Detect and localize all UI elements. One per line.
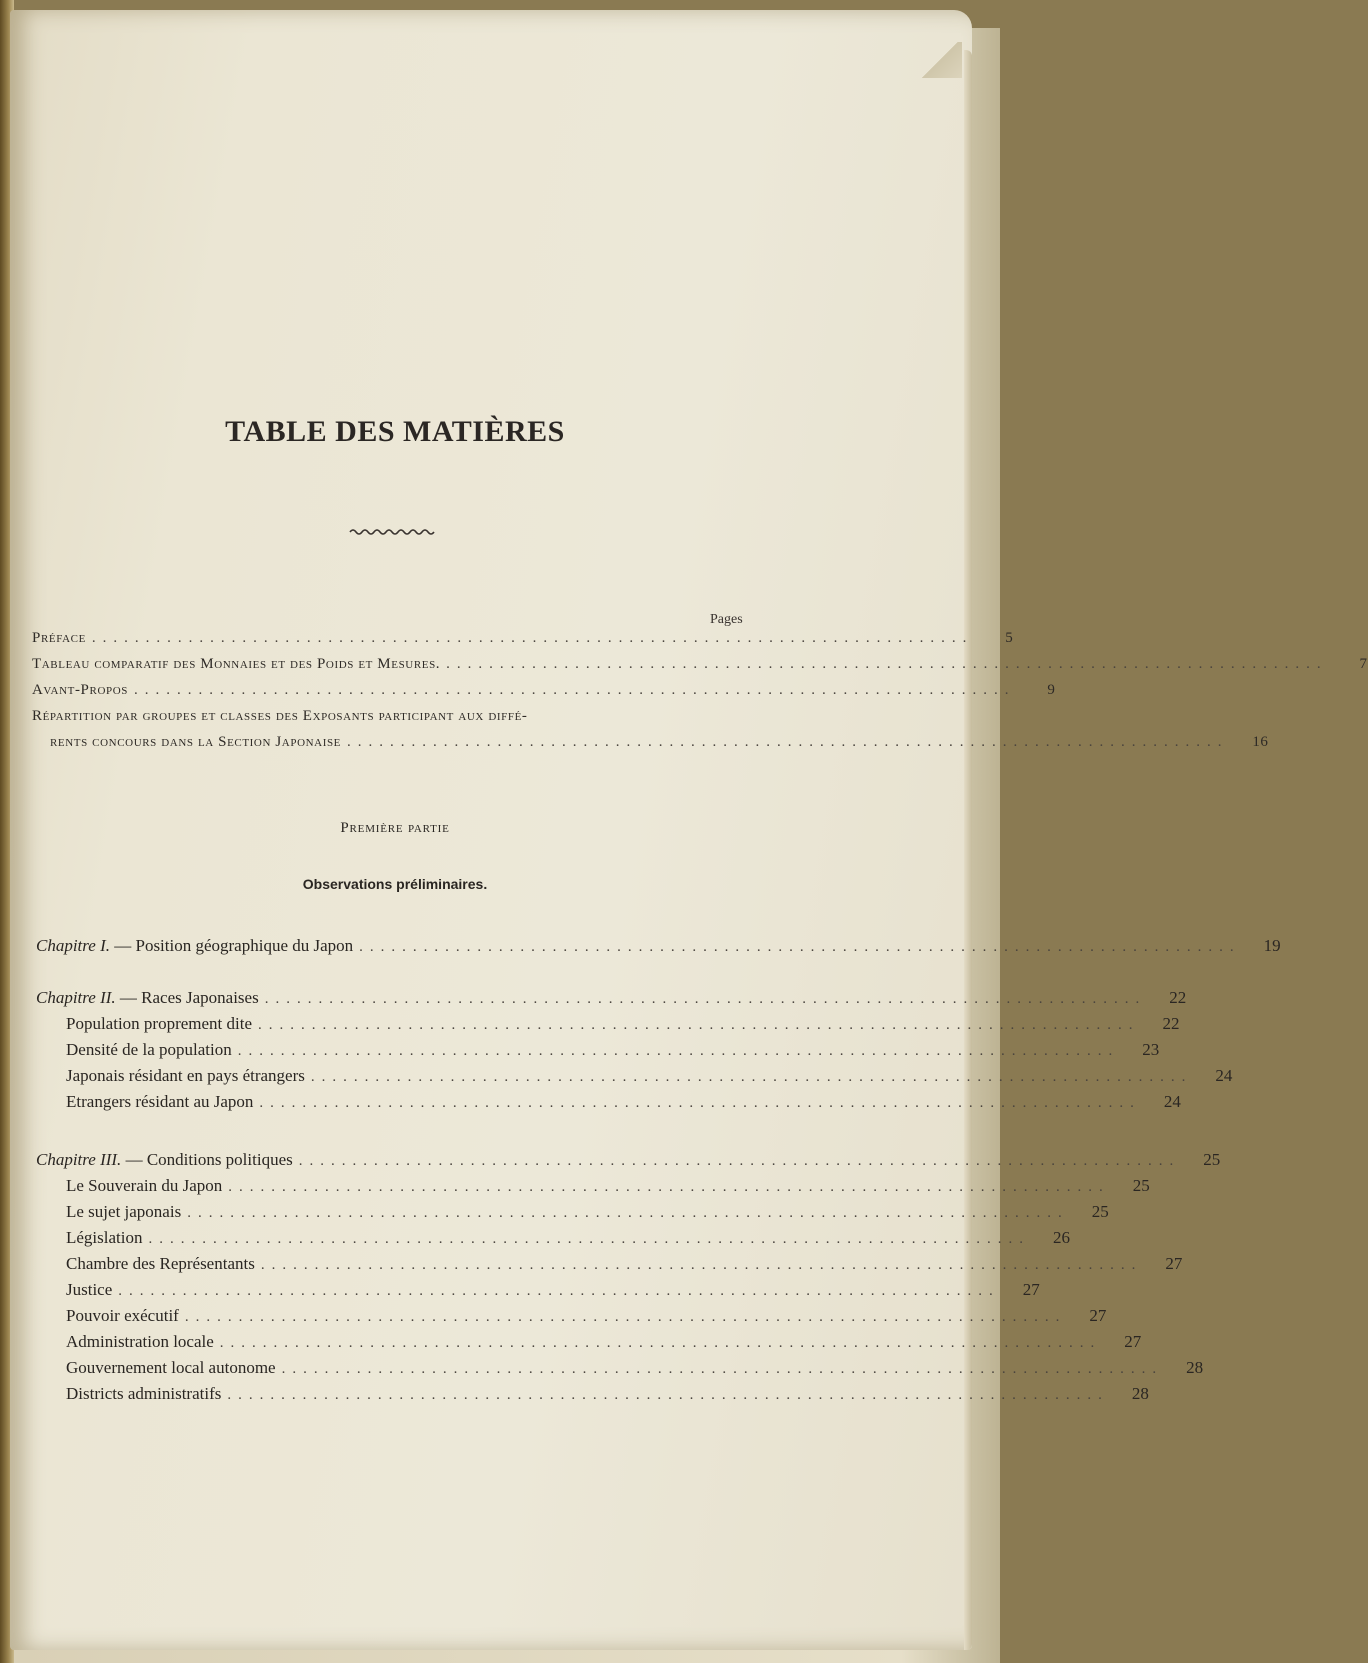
leader-dots: .................................................................................. [228,1179,1110,1195]
leader-dots: .................................................................................. [446,656,1328,672]
leader-dots: .................................................................................. [359,939,1241,955]
leader-dots: .................................................................................. [227,1387,1109,1403]
toc-subentry: Le Souverain du Japon .................................................................................. 25 [66,1176,1150,1195]
toc-entry-preface [32,630,1014,652]
toc-subentry: Le sujet japonais .................................................................................. 25 [66,1202,1109,1221]
chapter-prefix: Chapitre III. [36,1150,122,1169]
toc-entry-repartition-line1 [32,708,760,730]
toc-entry-label: Répartition par groupes et classes des Exposants participant aux diffé- [32,708,528,724]
toc-subentry: Densité de la population .................................................................................. 23 [66,1040,1160,1059]
page-edge [964,50,972,1650]
page-title: TABLE DES MATIÈRES [225,415,565,448]
part-subheading: Observations préliminaires. [302,876,488,892]
subentry-page: 27 [1165,1254,1183,1273]
leader-dots: .................................................................................. [298,1153,1181,1169]
chapter-title: — Position géographique du Japon [114,936,354,955]
leader-dots: .................................................................................. [260,1257,1143,1273]
subentry-page: 23 [1142,1040,1160,1059]
toc-subentry: Gouvernement local autonome .................................................................................. 28 [66,1358,1204,1377]
subentry-page: 27 [1022,1280,1040,1299]
leader-dots: .................................................................................. [187,1205,1069,1221]
leader-dots: .................................................................................. [237,1043,1120,1059]
toc-entry-page: 16 [1252,734,1269,750]
toc-subentry: Population proprement dite .................................................................................. 22 [66,1014,1180,1033]
toc-subentry: Etrangers résidant au Japon .................................................................................. 24 [66,1092,1181,1111]
subentry-page: 25 [1132,1176,1150,1195]
toc-chapter-1 [36,936,1281,958]
title-ornament [350,526,434,536]
leader-dots: .................................................................................. [219,1335,1102,1351]
toc-entry-label: Tableau comparatif des Monnaies et des Poids et Mesures. [32,656,441,672]
toc-entry-avant-propos [32,682,1056,704]
toc-entry-label: rents concours dans la Section Japonaise [50,734,342,750]
chapter-prefix: Chapitre II. [36,988,116,1007]
toc-entry-page: 5 [1005,630,1014,646]
chapter-page: 25 [1203,1150,1221,1169]
toc-chapter-2 [36,988,1187,1010]
subentry-page: 24 [1163,1092,1181,1111]
subentry-page: 25 [1091,1202,1109,1221]
leader-dots: .................................................................................. [281,1361,1164,1377]
subentry-page: 28 [1186,1358,1204,1377]
subentry-page: 28 [1131,1384,1149,1403]
toc-entry-label: Préface [32,630,86,646]
toc-entry-label: Avant-Propos [32,682,128,698]
pages-column-header: Pages [710,612,743,627]
chapter-title: — Conditions politiques [125,1150,293,1169]
toc-chapter-3 [36,1150,1221,1172]
toc-entry-page: 9 [1047,682,1056,698]
toc-subentry: Chambre des Représentants .................................................................................. 27 [66,1254,1183,1273]
subentry-page: 27 [1124,1332,1142,1351]
toc-subentry: Japonais résidant en pays étrangers .................................................................................. 24 [66,1066,1233,1085]
leader-dots: .................................................................................. [91,630,974,646]
toc-subentry: Districts administratifs .................................................................................. 28 [66,1384,1149,1403]
book-page [10,10,1368,1650]
toc-subentry: Législation .................................................................................. 26 [66,1228,1070,1247]
leader-dots: .................................................................................. [264,991,1147,1007]
chapter-prefix: Chapitre I. [36,936,110,955]
toc-entry-repartition-line2 [50,734,1269,756]
toc-entry-tableau [32,656,1368,678]
toc-subentry: Justice .................................................................................. 27 [66,1280,1040,1299]
subentry-page: 22 [1162,1014,1180,1033]
leader-dots: .................................................................................. [347,734,1229,750]
leader-dots: .................................................................................. [259,1095,1141,1111]
part-heading: Première partie [340,820,450,836]
leader-dots: .................................................................................. [184,1309,1067,1325]
subentry-page: 24 [1215,1066,1233,1085]
leader-dots: .................................................................................. [258,1017,1140,1033]
chapter-page: 19 [1263,936,1281,955]
toc-subentry: Pouvoir exécutif .................................................................................. 27 [66,1306,1107,1325]
chapter-page: 22 [1169,988,1187,1007]
page-corner-fold [918,42,962,78]
chapter-title: — Races Japonaises [119,988,259,1007]
leader-dots: .................................................................................. [148,1231,1030,1247]
leader-dots: .................................................................................. [118,1283,1000,1299]
toc-entry-page: 7 [1359,656,1368,672]
leader-dots: .................................................................................. [133,682,1016,698]
leader-dots: .................................................................................. [310,1069,1193,1085]
subentry-page: 26 [1052,1228,1070,1247]
toc-subentry: Administration locale .................................................................................. 27 [66,1332,1142,1351]
subentry-page: 27 [1089,1306,1107,1325]
